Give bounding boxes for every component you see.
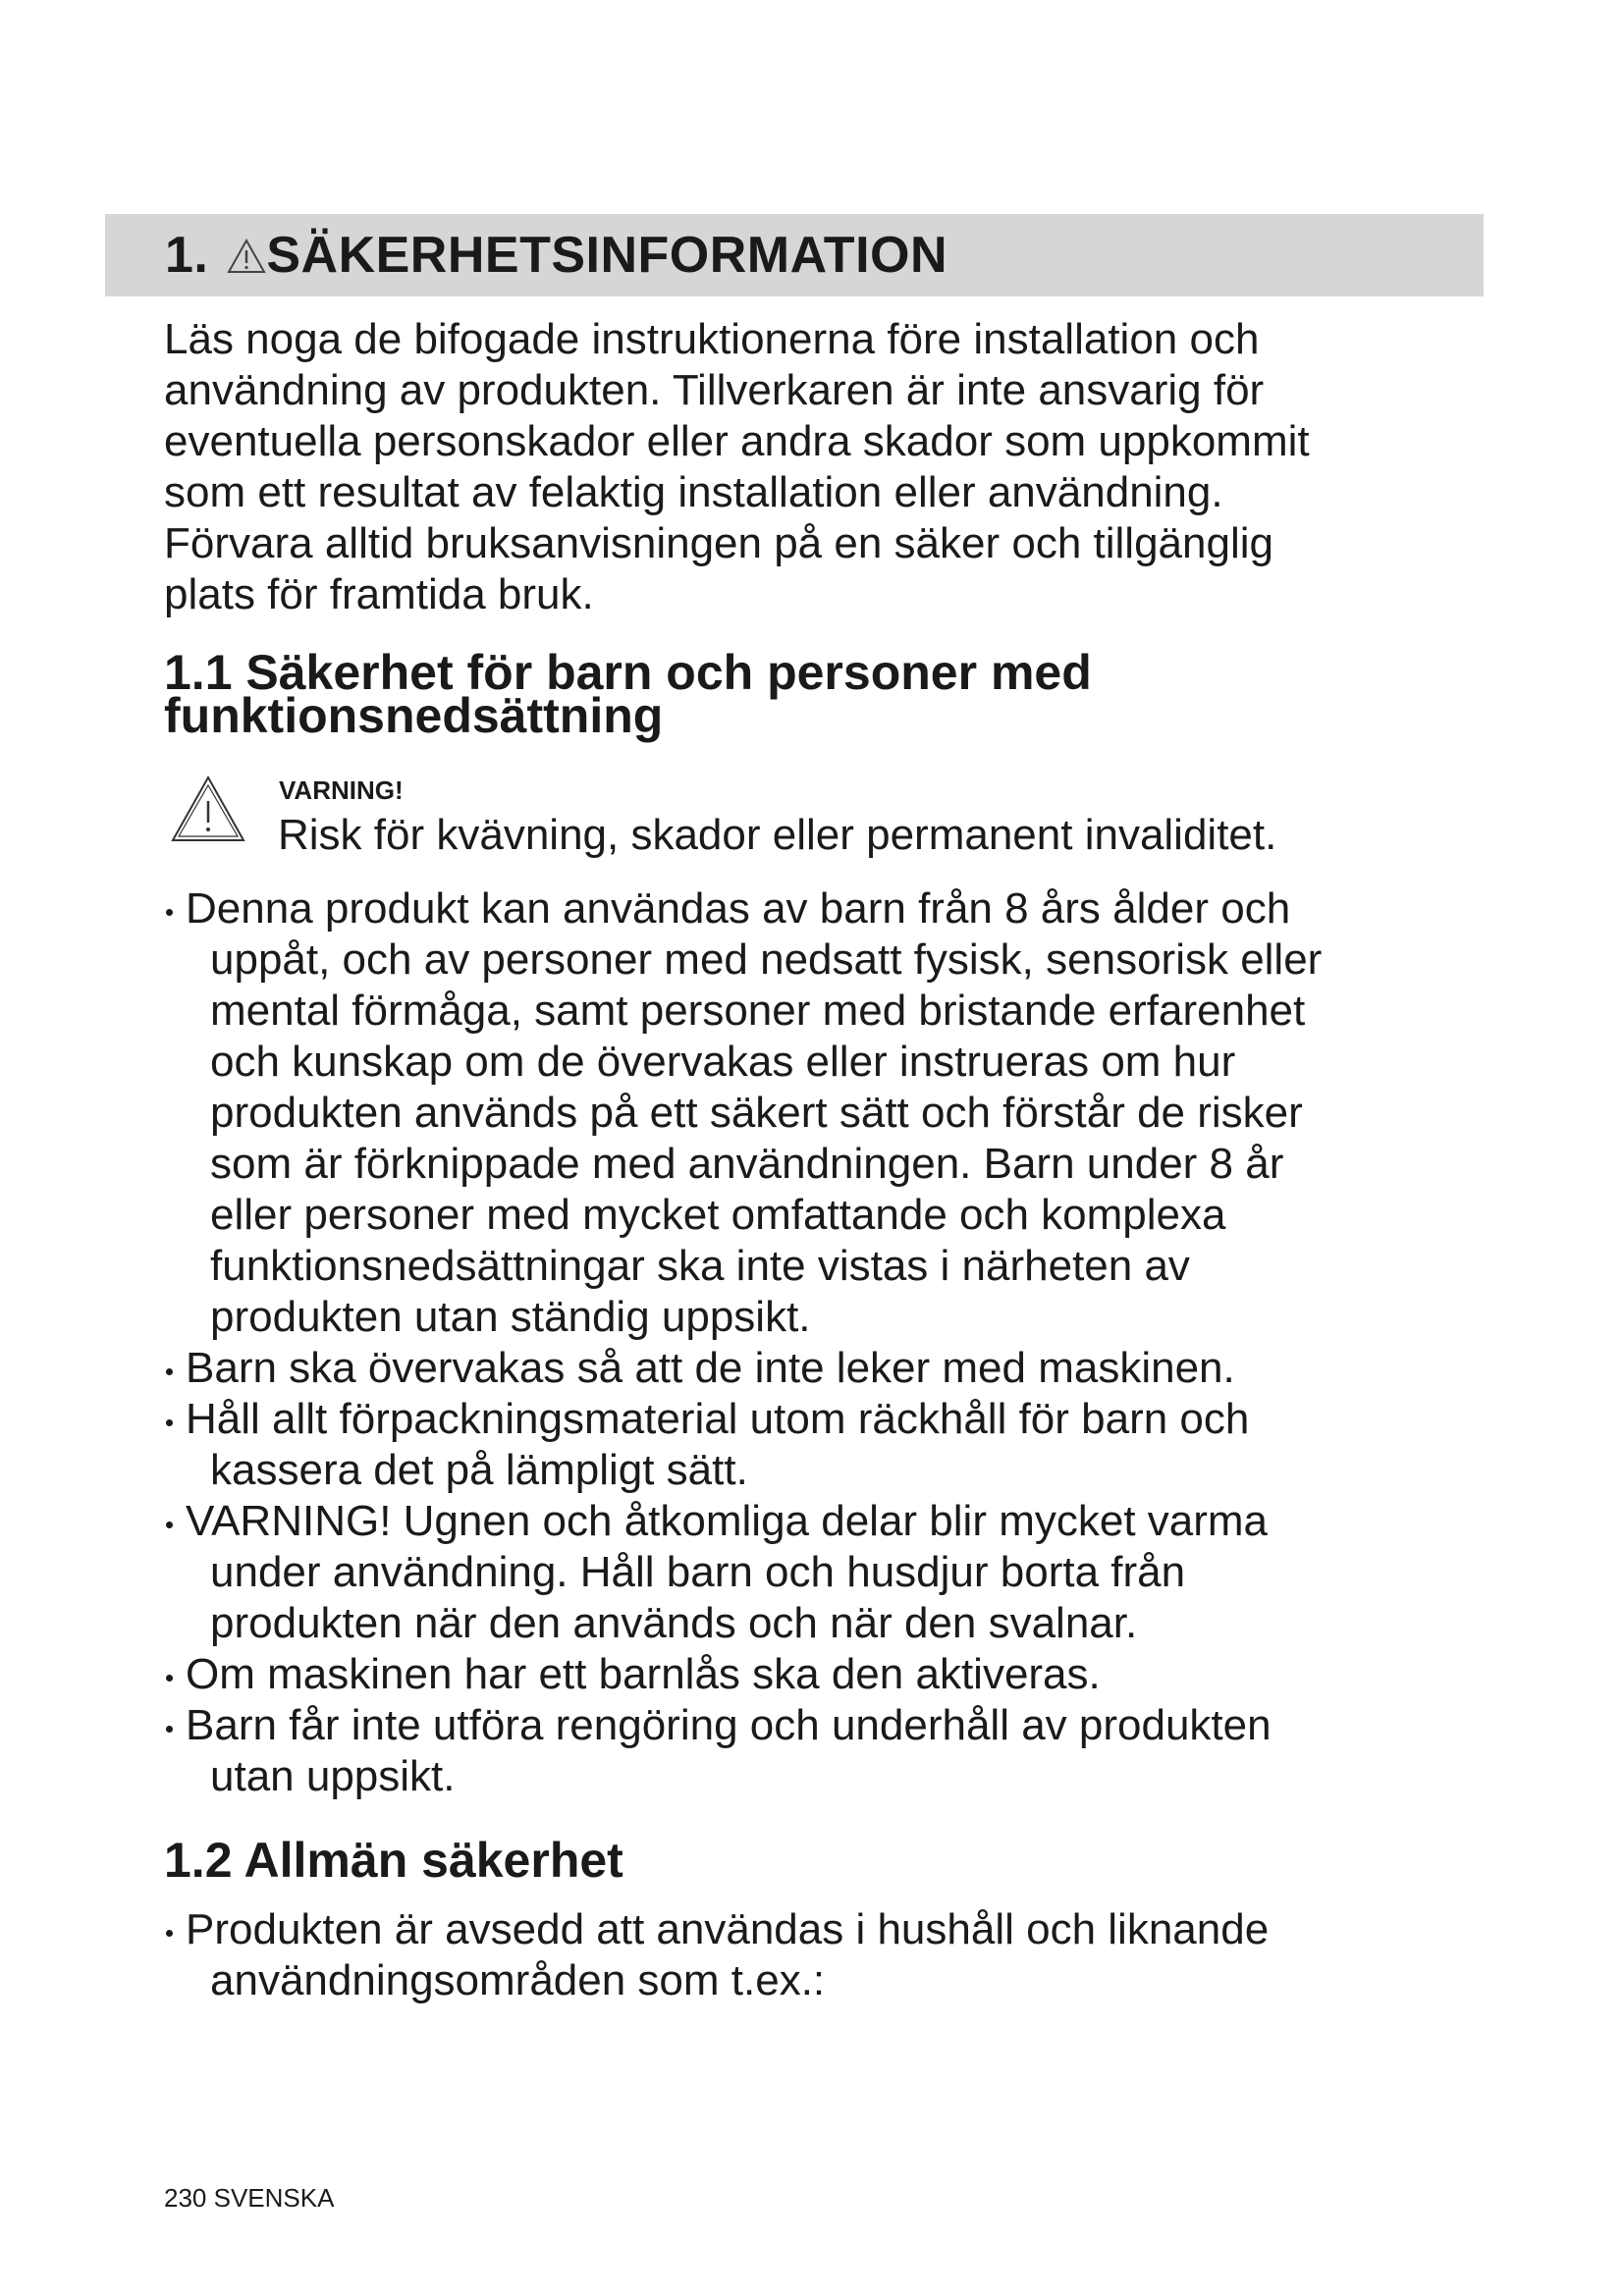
list-item-line: Håll allt förpackningsmaterial utom räckhåll för barn och bbox=[186, 1395, 1250, 1443]
list-item bbox=[164, 1496, 1480, 1649]
bullet-dot bbox=[166, 1675, 173, 1682]
list-item bbox=[164, 1649, 1480, 1700]
intro-paragraph bbox=[164, 314, 1470, 620]
list-item-line: Om maskinen har ett barnlås ska den aktiveras. bbox=[186, 1650, 1101, 1698]
list-item-line: eller personer med mycket omfattande och komplexa bbox=[210, 1191, 1226, 1239]
bullet-dot bbox=[166, 1930, 173, 1937]
intro-line: som ett resultat av felaktig installation eller användning. bbox=[164, 468, 1223, 516]
intro-line: Läs noga de bifogade instruktionerna före installation och bbox=[164, 315, 1260, 363]
warning-triangle-icon bbox=[169, 774, 247, 844]
list-item-line: Produkten är avsedd att användas i hushåll och liknande bbox=[186, 1905, 1270, 1953]
list-item-line: utan uppsikt. bbox=[210, 1752, 456, 1800]
list-item-line: som är förknippade med användningen. Barn under 8 år bbox=[210, 1140, 1284, 1188]
subsection-heading-children-safety bbox=[164, 645, 1092, 743]
list-item-line: mental förmåga, samt personer med bristande erfarenhet bbox=[210, 987, 1306, 1035]
list-item-line: funktionsnedsättningar ska inte vistas i närheten av bbox=[210, 1242, 1190, 1290]
heading-line: 1.1 Säkerhet för barn och personer med bbox=[164, 645, 1092, 700]
list-item-line: under användning. Håll barn och husdjur borta från bbox=[210, 1548, 1186, 1596]
intro-line: eventuella personskador eller andra skador som uppkommit bbox=[164, 417, 1310, 465]
general-safety-bullet-list bbox=[164, 1904, 1480, 2006]
footer-language: SVENSKA bbox=[213, 2183, 335, 2213]
intro-line: Förvara alltid bruksanvisningen på en säker och tillgänglig bbox=[164, 519, 1273, 567]
bullet-dot bbox=[166, 1368, 173, 1375]
section-number: 1. bbox=[165, 227, 209, 284]
page-footer bbox=[164, 2183, 334, 2213]
warning-triangle-icon bbox=[227, 239, 266, 274]
list-item-line: användningsområden som t.ex.: bbox=[210, 1956, 826, 2004]
list-item bbox=[164, 1700, 1480, 1802]
bullet-dot bbox=[166, 1726, 173, 1733]
bullet-dot bbox=[166, 1419, 173, 1426]
list-item-line: VARNING! Ugnen och åtkomliga delar blir mycket varma bbox=[186, 1497, 1269, 1545]
intro-line: plats för framtida bruk. bbox=[164, 570, 594, 618]
list-item-line: produkten när den används och när den svalnar. bbox=[210, 1599, 1138, 1647]
subsection-heading-general-safety: 1.2 Allmän säkerhet bbox=[164, 1833, 623, 1888]
list-item-line: produkten används på ett säkert sätt och förstår de risker bbox=[210, 1089, 1303, 1137]
section-title bbox=[165, 224, 947, 287]
page-number: 230 bbox=[164, 2183, 207, 2213]
section-title-text: SÄKERHETSINFORMATION bbox=[266, 227, 948, 284]
bullet-dot bbox=[166, 909, 173, 916]
intro-line: användning av produkten. Tillverkaren är inte ansvarig för bbox=[164, 366, 1265, 414]
list-item-line: Barn får inte utföra rengöring och underhåll av produkten bbox=[186, 1701, 1272, 1749]
list-item-line: produkten utan ständig uppsikt. bbox=[210, 1293, 811, 1341]
bullet-dot bbox=[166, 1522, 173, 1528]
list-item-line: kassera det på lämpligt sätt. bbox=[210, 1446, 748, 1494]
list-item-line: och kunskap om de övervakas eller instrueras om hur bbox=[210, 1038, 1236, 1086]
list-item-line: Denna produkt kan användas av barn från 8 års ålder och bbox=[186, 884, 1291, 933]
list-item-line: uppåt, och av personer med nedsatt fysisk, sensorisk eller bbox=[210, 935, 1323, 984]
list-item bbox=[164, 1394, 1480, 1496]
list-item-line: Barn ska övervakas så att de inte leker med maskinen. bbox=[186, 1344, 1235, 1392]
warning-label: VARNING! bbox=[279, 775, 404, 805]
list-item bbox=[164, 1343, 1480, 1394]
safety-bullet-list bbox=[164, 883, 1480, 1802]
warning-text: Risk för kvävning, skador eller permanent invaliditet. bbox=[278, 811, 1277, 859]
list-item bbox=[164, 883, 1480, 1343]
list-item bbox=[164, 1904, 1480, 2006]
heading-line: funktionsnedsättning bbox=[164, 688, 664, 743]
